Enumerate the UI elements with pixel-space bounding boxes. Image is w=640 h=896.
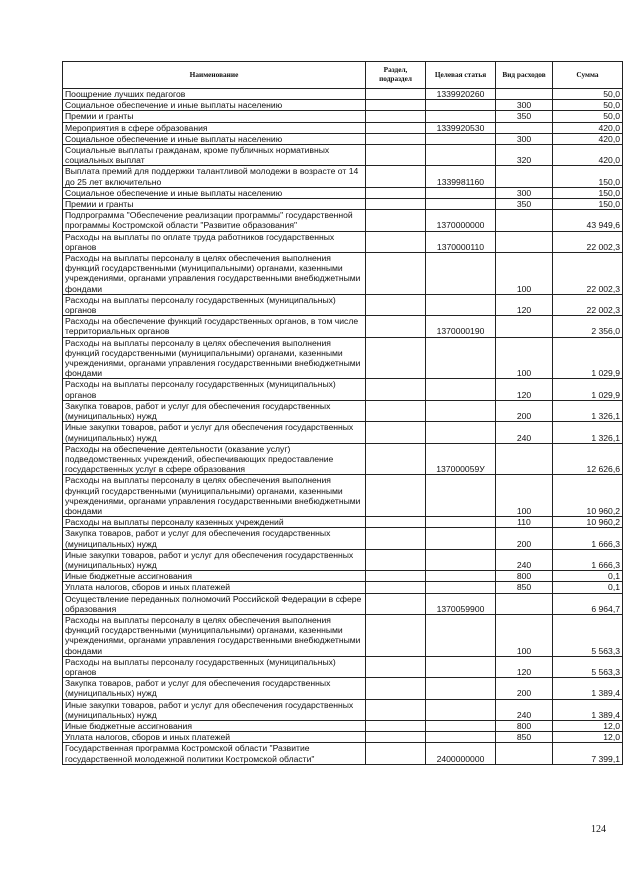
cell-sum: 1 326,1 <box>553 422 623 443</box>
cell-section <box>366 253 426 295</box>
cell-section <box>366 732 426 743</box>
cell-section <box>366 337 426 379</box>
cell-section <box>366 210 426 231</box>
table-row <box>63 743 623 764</box>
cell-sum: 50,0 <box>553 100 623 111</box>
table-row <box>63 379 623 400</box>
cell-kind: 850 <box>496 582 553 593</box>
cell-target <box>426 133 496 144</box>
cell-section <box>366 743 426 764</box>
cell-section <box>366 122 426 133</box>
table-row <box>63 316 623 337</box>
table-row <box>63 145 623 166</box>
cell-kind <box>496 231 553 252</box>
cell-sum: 5 563,3 <box>553 656 623 677</box>
cell-target <box>426 100 496 111</box>
cell-name: Премии и гранты <box>63 111 366 122</box>
cell-name: Расходы на обеспечение деятельности (оказание услуг) подведомственных учреждений, обеспечивающих предоставление государственных услуг в сфере образования <box>63 443 366 475</box>
cell-kind: 100 <box>496 337 553 379</box>
cell-name: Расходы на обеспечение функций государственных органов, в том числе территориальных органов <box>63 316 366 337</box>
table-row <box>63 231 623 252</box>
cell-target: 1370059900 <box>426 593 496 614</box>
cell-sum: 43 949,6 <box>553 210 623 231</box>
cell-target <box>426 253 496 295</box>
cell-target <box>426 145 496 166</box>
cell-kind <box>496 443 553 475</box>
cell-sum: 420,0 <box>553 122 623 133</box>
cell-name: Расходы на выплаты персоналу государственных (муниципальных) органов <box>63 656 366 677</box>
cell-target <box>426 678 496 699</box>
cell-section <box>366 678 426 699</box>
cell-target <box>426 549 496 570</box>
cell-kind <box>496 210 553 231</box>
cell-target <box>426 400 496 421</box>
cell-sum: 1 666,3 <box>553 549 623 570</box>
cell-section <box>366 145 426 166</box>
cell-target <box>426 614 496 656</box>
cell-sum: 1 029,9 <box>553 379 623 400</box>
cell-sum: 22 002,3 <box>553 231 623 252</box>
cell-kind: 350 <box>496 199 553 210</box>
cell-sum: 420,0 <box>553 145 623 166</box>
cell-kind: 100 <box>496 253 553 295</box>
table-row <box>63 400 623 421</box>
cell-name: Социальное обеспечение и иные выплаты населению <box>63 100 366 111</box>
table-row <box>63 593 623 614</box>
cell-sum: 12,0 <box>553 732 623 743</box>
table-row <box>63 89 623 100</box>
cell-target: 1370000110 <box>426 231 496 252</box>
table-row <box>63 720 623 731</box>
cell-kind <box>496 166 553 187</box>
cell-kind: 200 <box>496 678 553 699</box>
cell-kind: 800 <box>496 571 553 582</box>
table-row <box>63 294 623 315</box>
cell-sum: 1 666,3 <box>553 528 623 549</box>
table-row <box>63 614 623 656</box>
cell-section <box>366 400 426 421</box>
cell-sum: 0,1 <box>553 582 623 593</box>
budget-table <box>62 61 623 765</box>
cell-name: Социальное обеспечение и иные выплаты населению <box>63 187 366 198</box>
cell-sum: 1 326,1 <box>553 400 623 421</box>
cell-section <box>366 720 426 731</box>
cell-kind: 320 <box>496 145 553 166</box>
cell-section <box>366 187 426 198</box>
table-header <box>63 62 623 89</box>
cell-target <box>426 656 496 677</box>
cell-target <box>426 111 496 122</box>
cell-kind: 100 <box>496 475 553 517</box>
cell-name: Иные закупки товаров, работ и услуг для обеспечения государственных (муниципальных) нужд <box>63 549 366 570</box>
cell-sum: 12 626,6 <box>553 443 623 475</box>
cell-target: 1370000000 <box>426 210 496 231</box>
cell-section <box>366 379 426 400</box>
cell-sum: 50,0 <box>553 111 623 122</box>
cell-section <box>366 199 426 210</box>
cell-kind: 110 <box>496 517 553 528</box>
cell-name: Расходы на выплаты персоналу в целях обеспечения выполнения функций государственными (муниципальными) органами, казенными учреждениями, органами управления государственными внебюджетными фондами <box>63 337 366 379</box>
cell-kind: 240 <box>496 699 553 720</box>
table-row <box>63 678 623 699</box>
cell-section <box>366 593 426 614</box>
cell-section <box>366 656 426 677</box>
cell-name: Расходы на выплаты по оплате труда работников государственных органов <box>63 231 366 252</box>
table-row <box>63 337 623 379</box>
cell-section <box>366 443 426 475</box>
cell-section <box>366 294 426 315</box>
cell-section <box>366 111 426 122</box>
cell-section <box>366 422 426 443</box>
cell-sum: 22 002,3 <box>553 253 623 295</box>
cell-section <box>366 528 426 549</box>
table-row <box>63 187 623 198</box>
cell-target <box>426 199 496 210</box>
table-row <box>63 732 623 743</box>
cell-kind: 200 <box>496 528 553 549</box>
cell-name: Мероприятия в сфере образования <box>63 122 366 133</box>
cell-name: Расходы на выплаты персоналу государственных (муниципальных) органов <box>63 294 366 315</box>
table-row <box>63 549 623 570</box>
table-row <box>63 422 623 443</box>
table-row <box>63 111 623 122</box>
cell-section <box>366 517 426 528</box>
cell-section <box>366 100 426 111</box>
cell-name: Иные закупки товаров, работ и услуг для обеспечения государственных (муниципальных) нужд <box>63 422 366 443</box>
cell-target: 1339920530 <box>426 122 496 133</box>
cell-sum: 0,1 <box>553 571 623 582</box>
cell-section <box>366 549 426 570</box>
cell-kind: 120 <box>496 294 553 315</box>
cell-sum: 6 964,7 <box>553 593 623 614</box>
cell-name: Закупка товаров, работ и услуг для обеспечения государственных (муниципальных) нужд <box>63 528 366 549</box>
cell-sum: 12,0 <box>553 720 623 731</box>
cell-sum: 10 960,2 <box>553 475 623 517</box>
table-row <box>63 571 623 582</box>
cell-target <box>426 699 496 720</box>
cell-sum: 1 389,4 <box>553 699 623 720</box>
cell-target <box>426 475 496 517</box>
table-row <box>63 475 623 517</box>
cell-sum: 10 960,2 <box>553 517 623 528</box>
cell-target <box>426 720 496 731</box>
cell-section <box>366 571 426 582</box>
cell-sum: 5 563,3 <box>553 614 623 656</box>
table-body <box>63 89 623 765</box>
table-row <box>63 166 623 187</box>
cell-section <box>366 231 426 252</box>
cell-name: Иные бюджетные ассигнования <box>63 571 366 582</box>
cell-name: Осуществление переданных полномочий Российской Федерации в сфере образования <box>63 593 366 614</box>
table-row <box>63 528 623 549</box>
cell-section <box>366 475 426 517</box>
cell-name: Расходы на выплаты персоналу казенных учреждений <box>63 517 366 528</box>
cell-kind: 300 <box>496 100 553 111</box>
cell-name: Иные бюджетные ассигнования <box>63 720 366 731</box>
cell-name: Поощрение лучших педагогов <box>63 89 366 100</box>
cell-kind: 350 <box>496 111 553 122</box>
cell-target: 1339981160 <box>426 166 496 187</box>
cell-kind: 120 <box>496 379 553 400</box>
cell-name: Государственная программа Костромской области "Развитие государственной молодежной политики Костромской области" <box>63 743 366 764</box>
cell-name: Уплата налогов, сборов и иных платежей <box>63 582 366 593</box>
table-row <box>63 443 623 475</box>
cell-kind: 240 <box>496 549 553 570</box>
cell-kind <box>496 593 553 614</box>
cell-name: Иные закупки товаров, работ и услуг для обеспечения государственных (муниципальных) нужд <box>63 699 366 720</box>
cell-kind: 300 <box>496 133 553 144</box>
cell-section <box>366 133 426 144</box>
cell-section <box>366 699 426 720</box>
cell-target: 2400000000 <box>426 743 496 764</box>
cell-name: Премии и гранты <box>63 199 366 210</box>
cell-sum: 7 399,1 <box>553 743 623 764</box>
cell-kind <box>496 122 553 133</box>
cell-name: Расходы на выплаты персоналу в целях обеспечения выполнения функций государственными (муниципальными) органами, казенными учреждениями, органами управления государственными внебюджетными фондами <box>63 614 366 656</box>
table-row <box>63 656 623 677</box>
cell-name: Закупка товаров, работ и услуг для обеспечения государственных (муниципальных) нужд <box>63 400 366 421</box>
cell-target <box>426 732 496 743</box>
cell-sum: 150,0 <box>553 199 623 210</box>
table-row <box>63 210 623 231</box>
table-row <box>63 517 623 528</box>
cell-name: Подпрограмма "Обеспечение реализации программы" государственной программы Костромской области "Развитие образования" <box>63 210 366 231</box>
cell-target <box>426 187 496 198</box>
cell-sum: 50,0 <box>553 89 623 100</box>
cell-sum: 420,0 <box>553 133 623 144</box>
cell-target <box>426 528 496 549</box>
cell-kind <box>496 316 553 337</box>
cell-target <box>426 337 496 379</box>
table-row <box>63 582 623 593</box>
cell-target <box>426 379 496 400</box>
cell-kind: 240 <box>496 422 553 443</box>
page-number: 124 <box>591 824 606 835</box>
cell-sum: 150,0 <box>553 187 623 198</box>
cell-name: Социальные выплаты гражданам, кроме публичных нормативных социальных выплат <box>63 145 366 166</box>
cell-target <box>426 294 496 315</box>
cell-name: Уплата налогов, сборов и иных платежей <box>63 732 366 743</box>
table-row <box>63 699 623 720</box>
cell-kind: 100 <box>496 614 553 656</box>
header-section: Раздел, подраздел <box>366 62 426 89</box>
cell-target <box>426 582 496 593</box>
cell-section <box>366 166 426 187</box>
cell-section <box>366 614 426 656</box>
cell-kind <box>496 743 553 764</box>
cell-target: 1339920260 <box>426 89 496 100</box>
cell-section <box>366 316 426 337</box>
cell-kind: 120 <box>496 656 553 677</box>
table-row <box>63 100 623 111</box>
header-row <box>63 62 623 89</box>
header-name: Наименование <box>63 62 366 89</box>
cell-kind <box>496 89 553 100</box>
cell-sum: 1 029,9 <box>553 337 623 379</box>
cell-target: 137000059У <box>426 443 496 475</box>
header-kind: Вид расходов <box>496 62 553 89</box>
cell-target: 1370000190 <box>426 316 496 337</box>
cell-target <box>426 517 496 528</box>
table-row <box>63 122 623 133</box>
cell-sum: 1 389,4 <box>553 678 623 699</box>
cell-kind: 200 <box>496 400 553 421</box>
cell-name: Закупка товаров, работ и услуг для обеспечения государственных (муниципальных) нужд <box>63 678 366 699</box>
cell-name: Расходы на выплаты персоналу в целях обеспечения выполнения функций государственными (муниципальными) органами, казенными учреждениями, органами управления государственными внебюджетными фондами <box>63 253 366 295</box>
cell-target <box>426 571 496 582</box>
cell-target <box>426 422 496 443</box>
cell-sum: 2 356,0 <box>553 316 623 337</box>
cell-section <box>366 582 426 593</box>
header-sum: Сумма <box>553 62 623 89</box>
cell-kind: 800 <box>496 720 553 731</box>
cell-sum: 150,0 <box>553 166 623 187</box>
cell-name: Расходы на выплаты персоналу государственных (муниципальных) органов <box>63 379 366 400</box>
table-row <box>63 133 623 144</box>
cell-section <box>366 89 426 100</box>
table-row <box>63 199 623 210</box>
header-target: Целевая статья <box>426 62 496 89</box>
cell-name: Расходы на выплаты персоналу в целях обеспечения выполнения функций государственными (муниципальными) органами, казенными учреждениями, органами управления государственными внебюджетными фондами <box>63 475 366 517</box>
cell-kind: 300 <box>496 187 553 198</box>
cell-name: Выплата премий для поддержки талантливой молодежи в возрасте от 14 до 25 лет включительно <box>63 166 366 187</box>
cell-name: Социальное обеспечение и иные выплаты населению <box>63 133 366 144</box>
cell-sum: 22 002,3 <box>553 294 623 315</box>
cell-kind: 850 <box>496 732 553 743</box>
table-row <box>63 253 623 295</box>
